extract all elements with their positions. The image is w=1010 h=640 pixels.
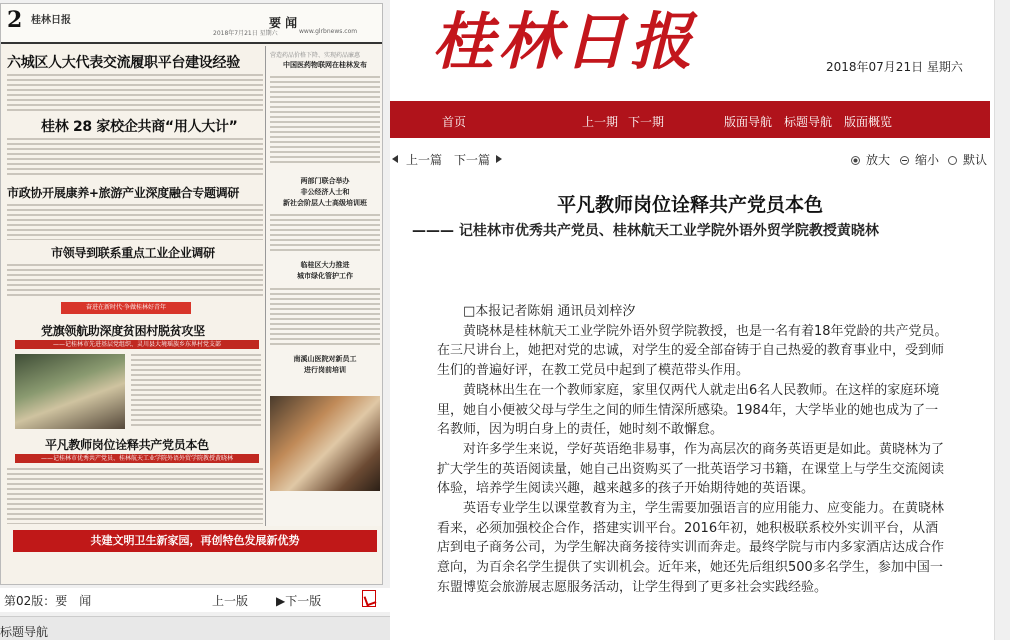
page-nav xyxy=(0,588,390,612)
side-photo xyxy=(270,396,380,491)
prev-article-link[interactable] xyxy=(392,151,442,168)
article-paragraph: 黄晓林是桂林航天工业学院外语外贸学院教授，也是一名有着18年党龄的共产党员。在三尺讲台上，她把对党的忠诚，对学生的爱全部奋铸于自己热爱的教育事业中，受到师生们的普遍好评，在教工党员中起到了模范带头作用。 xyxy=(437,323,948,379)
paper-headline[interactable]: 市政协开展康养+旅游产业深度融合专题调研 xyxy=(7,186,240,200)
paper-section: 要 闻 xyxy=(269,16,298,30)
zoom-in-icon xyxy=(851,156,860,165)
page-thumbnail-panel xyxy=(0,0,390,640)
paper-textblock xyxy=(7,264,263,298)
nav-prev-issue[interactable]: 上一期 xyxy=(582,115,619,129)
paper-textblock xyxy=(270,76,380,166)
zoom-in-button[interactable] xyxy=(851,151,890,168)
zoom-in-label: 放大 xyxy=(866,153,891,167)
paper-masthead: 桂林日报 xyxy=(31,15,71,26)
title-nav-strip xyxy=(0,616,390,640)
nav-next-issue[interactable]: 下一期 xyxy=(628,115,665,129)
main-nav xyxy=(390,101,990,138)
article-subtitle: ——— 记桂林市优秀共产党员、桂林航天工业学院外语外贸学院教授黄晓林 xyxy=(412,223,879,239)
left-triangle-icon xyxy=(392,155,398,163)
nav-page-nav[interactable]: 版面导航 xyxy=(724,115,773,129)
article-paragraph: 黄晓林出生在一个教师家庭，家里仅两代人就走出6名人民教师。在这样的家庭环境里，她自小便被父母与学生之间的师生情深所感染。1984年，大学毕业的她也成为了一名教师，因为明白身上的责任，她时刻不敢懈怠。 xyxy=(437,382,940,438)
paper-textblock xyxy=(270,288,380,348)
zoom-out-button[interactable] xyxy=(900,151,939,168)
paper-textblock xyxy=(7,74,263,112)
side-item[interactable]: 两部门联合举办 xyxy=(300,177,350,185)
paper-textblock xyxy=(131,354,261,429)
nav-page-overview[interactable]: 版面概览 xyxy=(844,115,893,129)
paper-headline[interactable]: 市领导到联系重点工业企业调研 xyxy=(51,246,215,260)
prev-page-link[interactable]: 上一版 xyxy=(212,594,249,608)
side-item[interactable]: 城市绿化管护工作 xyxy=(297,272,353,280)
side-item[interactable]: 中国医药物联网在桂林发布 xyxy=(283,61,367,69)
default-size-label: 默认 xyxy=(963,153,988,167)
article-title: 平凡教师岗位诠释共产党员本色 xyxy=(556,194,823,216)
paper-sub-band: ——记桂林市优秀共产党员、桂林航天工业学院外语外贸学院教授黄晓林 xyxy=(15,454,259,463)
nav-title-nav[interactable]: 标题导航 xyxy=(784,115,833,129)
paper-tag-band: 奋进在新时代·争做桂林好青年 xyxy=(61,302,191,314)
paper-web: www.glrbnews.com xyxy=(299,28,358,35)
side-item[interactable]: 非公经济人士和 xyxy=(300,188,350,196)
zoom-out-label: 缩小 xyxy=(915,153,940,167)
brand-logo[interactable]: 桂林日报 xyxy=(432,5,697,78)
scrollbar[interactable] xyxy=(994,0,1010,640)
side-item[interactable]: 新社会阶层人士高级培训班 xyxy=(283,199,367,207)
side-item[interactable]: 临桂区大力推进 xyxy=(300,261,350,269)
next-article-label: 下一篇 xyxy=(454,153,491,167)
paper-headline[interactable]: 六城区人大代表交流履职平台建设经验 xyxy=(7,55,240,71)
date-line: 2018年07月21日 星期六 xyxy=(826,60,963,74)
nav-home[interactable]: 首页 xyxy=(442,115,467,129)
next-page-link[interactable]: ▶下一版 xyxy=(276,594,322,608)
next-page-label: 下一版 xyxy=(285,594,322,608)
paper-textblock xyxy=(7,204,263,240)
pdf-icon[interactable] xyxy=(362,590,376,607)
paper-textblock xyxy=(7,138,263,178)
title-nav-label: 标题导航 xyxy=(0,625,49,639)
article-paragraph: 对许多学生来说，学好英语绝非易事，作为高层次的商务英语更是如此。黄晓林为了扩大学生的英语阅读量，她自己出资购买了一批英语学习书籍，在课堂上与学生交流阅读体验，培养学生阅读兴趣，越来越多的孩子开始期待她的英语课。 xyxy=(437,441,945,497)
paper-headline[interactable]: 桂林 28 家校企共商“用人大计” xyxy=(41,119,238,135)
paper-headline[interactable]: 平凡教师岗位诠释共产党员本色 xyxy=(45,438,209,452)
default-size-icon xyxy=(948,156,957,165)
page-label: 第02版：要 闻 xyxy=(4,594,92,608)
right-triangle-icon xyxy=(496,155,502,163)
paper-photo xyxy=(15,354,125,429)
paper-headline[interactable]: 党旗领航助深度贫困村脱贫攻坚 xyxy=(41,324,205,338)
paper-textblock xyxy=(7,468,263,524)
newspaper-page-image[interactable] xyxy=(0,3,383,585)
side-header: 营造药品价格下降、实现药品廉惠 xyxy=(270,52,361,59)
paper-date: 2018年7月21日 星期六 xyxy=(213,30,278,37)
next-article-link[interactable] xyxy=(454,151,502,168)
side-item[interactable]: 南溪山医院对新员工 xyxy=(293,355,357,363)
article-paragraph: 英语专业学生以课堂教育为主，学生需要加强语言的应用能力、应变能力。在黄晓林看来，必须加强校企合作，搭建实训平台。2016年初，她积极联系校外实训平台，从酒店到电子商务公司，为学生解决商务接待实训而奔走。最终学院与市内多家酒店达成合作意向，为百余名学生提供了实训机会。近年来，她还先后组织500多名学生，参加中国一东盟博览会旅游展志愿服务活动，让学生得到了更多社会实践经验。 xyxy=(437,501,945,595)
paper-red-banner: 共建文明卫生新家园，再创特色发展新优势 xyxy=(13,530,377,552)
paper-side-column xyxy=(265,46,382,526)
article-byline: □本报记者陈娟 通讯员刘梓汐 xyxy=(463,304,636,319)
article-body xyxy=(437,302,949,598)
paper-sub-band: ——记桂林市先进基层党组织、灵川县大境瑶族乡东界村党支部 xyxy=(15,340,259,349)
paper-header xyxy=(1,4,382,44)
default-size-button[interactable] xyxy=(948,151,987,168)
article-toolbar xyxy=(390,146,990,170)
side-item[interactable]: 进行岗前培训 xyxy=(304,366,346,374)
paper-textblock xyxy=(270,214,380,254)
paper-page-number: 2 xyxy=(7,7,23,33)
prev-article-label: 上一篇 xyxy=(406,153,443,167)
zoom-out-icon xyxy=(900,156,909,165)
